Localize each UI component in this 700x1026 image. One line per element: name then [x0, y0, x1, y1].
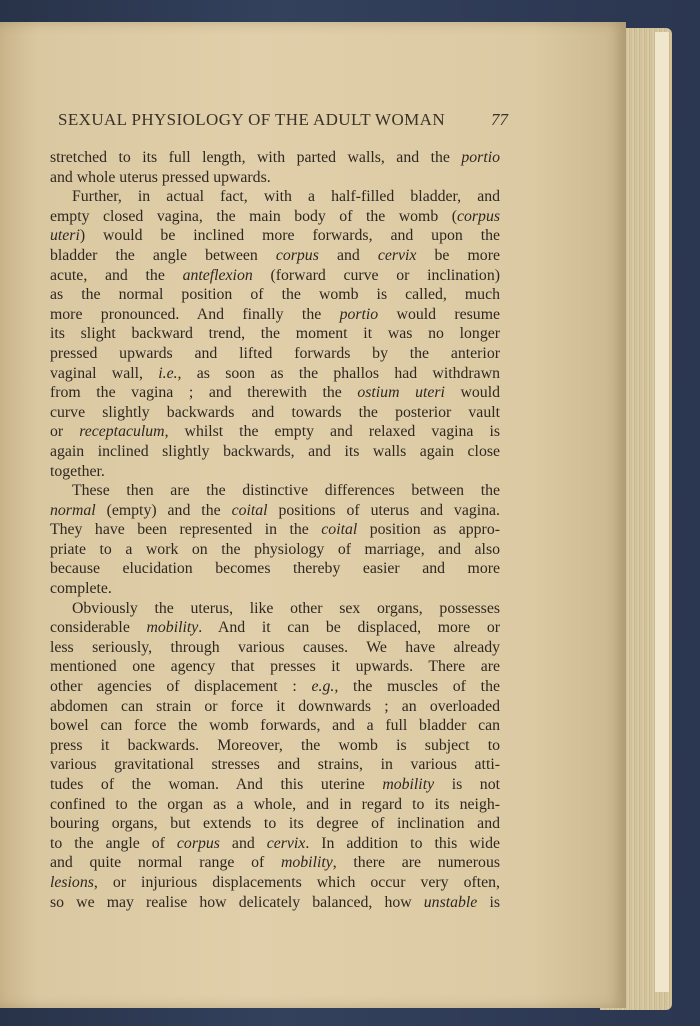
text-line: other agencies of displacement : e.g., the muscles of the	[50, 678, 500, 696]
text-line: abdomen can strain or force it downwards ; an overloaded	[50, 697, 500, 715]
text-line: curve slightly backwards and towards the posterior vault	[50, 403, 500, 421]
text-line: less seriously, through various causes. We have already	[50, 638, 500, 656]
text-line: its slight backward trend, the moment it was no longer	[50, 325, 500, 343]
text-line: and whole uterus pressed upwards.	[50, 168, 271, 186]
text-line: lesions, or injurious displacements which occur very often,	[50, 873, 500, 891]
text-line: together.	[50, 462, 105, 480]
text-line: so we may realise how delicately balanced, how unstable is	[50, 893, 500, 911]
text-line: to the angle of corpus and cervix. In addition to this wide	[50, 834, 500, 852]
body-text	[50, 148, 500, 912]
text-line: Further, in actual fact, with a half-filled bladder, and	[72, 188, 500, 206]
text-line: These then are the distinctive differences between the	[72, 482, 500, 500]
text-line: tudes of the woman. And this uterine mobility is not	[50, 776, 500, 793]
text-line: vaginal wall, i.e., as soon as the phallos had withdrawn	[50, 364, 500, 382]
text-line: acute, and the anteflexion (forward curve or inclination)	[50, 266, 500, 284]
page-number: 77	[491, 110, 508, 129]
page-header	[58, 110, 508, 138]
text-line: complete.	[50, 580, 112, 598]
text-line: press it backwards. Moreover, the womb is subject to	[50, 736, 500, 754]
text-line: priate to a work on the physiology of marriage, and also	[50, 540, 500, 558]
text-line: or receptaculum, whilst the empty and relaxed vagina is	[50, 423, 501, 441]
text-line: empty closed vagina, the main body of the womb (corpus	[50, 207, 500, 225]
text-line: normal (empty) and the coital positions of uterus and vagina.	[50, 501, 500, 519]
text-line: as the normal position of the womb is called, much	[50, 286, 500, 304]
text-line: bowel can force the womb forwards, and a full bladder can	[50, 717, 500, 735]
text-line: and quite normal range of mobility, there are numerous	[50, 854, 501, 872]
text-line: pressed upwards and lifted forwards by the anterior	[50, 344, 500, 362]
page-edge-strip	[655, 32, 669, 992]
text-line: because elucidation becomes thereby easier and more	[50, 560, 500, 578]
text-line: more pronounced. And finally the portio would resume	[50, 305, 501, 323]
text-line: again inclined slightly backwards, and its walls again close	[50, 442, 500, 460]
text-line: stretched to its full length, with parted walls, and the portio	[50, 149, 500, 166]
text-line: Obviously the uterus, like other sex organs, possesses	[72, 599, 500, 617]
text-line: from the vagina ; and therewith the ostium uteri would	[50, 384, 500, 402]
text-line: considerable mobility. And it can be displaced, more or	[50, 619, 500, 637]
text-line: bladder the angle between corpus and cervix be more	[50, 246, 500, 264]
text-line: bouring organs, but extends to its degree of inclination and	[50, 815, 500, 833]
text-line: confined to the organ as a whole, and in regard to its neigh-	[50, 795, 500, 813]
running-head: SEXUAL PHYSIOLOGY OF THE ADULT WOMAN	[58, 110, 446, 129]
text-line: various gravitational stresses and strains, in various atti-	[50, 756, 500, 774]
text-line: mentioned one agency that presses it upwards. There are	[50, 658, 500, 676]
text-line: They have been represented in the coital position as appro-	[50, 521, 500, 539]
text-line: uteri) would be inclined more forwards, and upon the	[50, 227, 500, 245]
